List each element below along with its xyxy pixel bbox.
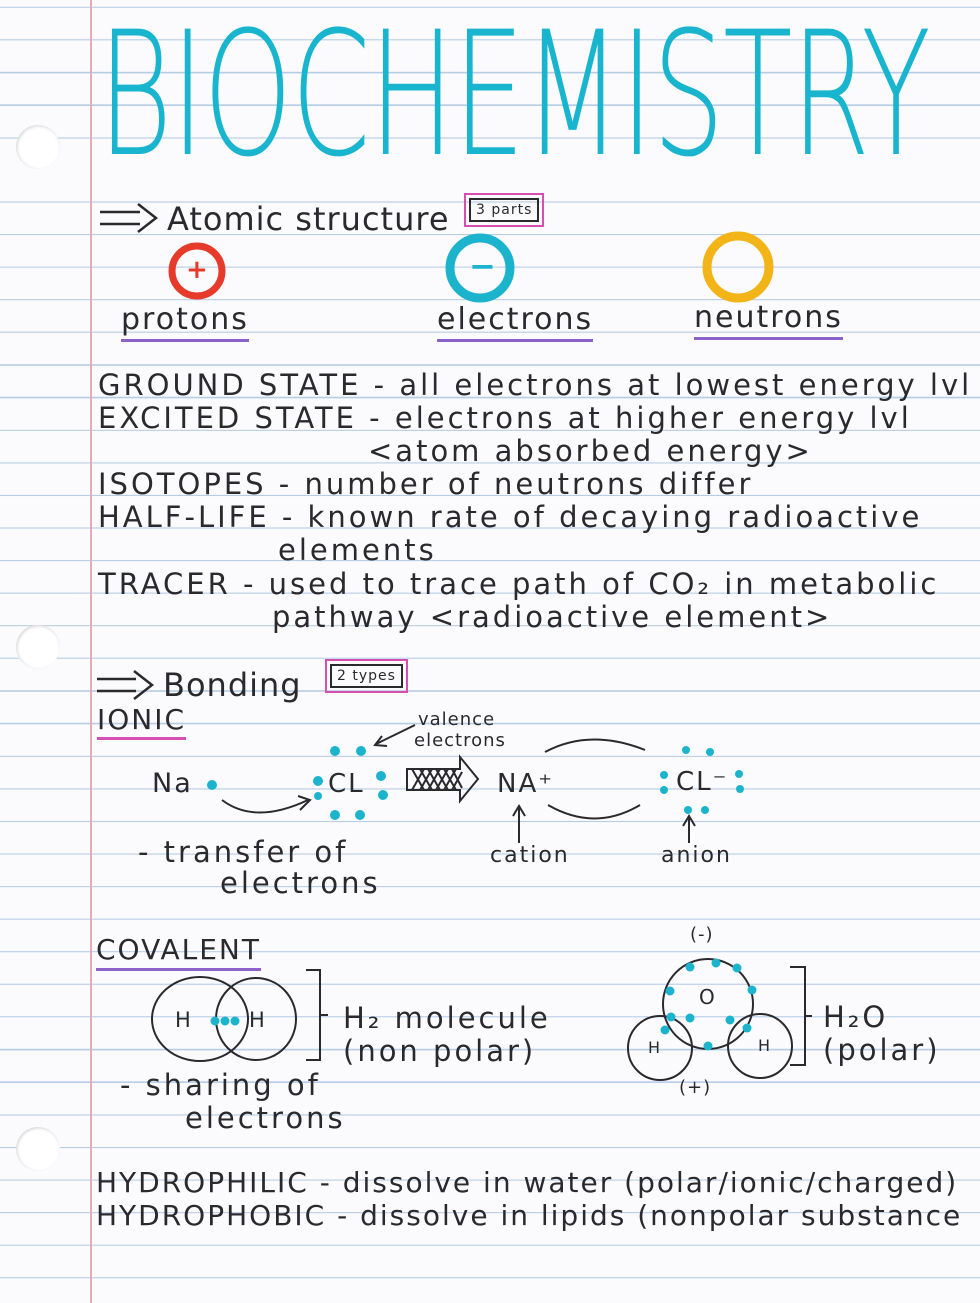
cl-symbol: CL xyxy=(328,769,365,799)
ionic-note-2: electrons xyxy=(220,866,381,900)
h-atom-1: H xyxy=(175,1008,193,1032)
half-life-cont: elements xyxy=(278,533,437,567)
atomic-structure-heading: Atomic structure xyxy=(167,200,450,238)
h2-nonpolar-label: (non polar) xyxy=(343,1034,537,1068)
neutrons-label: neutrons xyxy=(694,300,843,340)
negative-pole: (-) xyxy=(690,924,714,945)
half-life-line: HALF-LIFE - known rate of decaying radioactive xyxy=(98,500,923,534)
protons-label: protons xyxy=(121,302,249,342)
ionic-label: IONIC xyxy=(97,703,186,740)
covalent-note-2: electrons xyxy=(185,1101,346,1135)
h2-molecule-label: H₂ molecule xyxy=(343,1001,551,1035)
h2o-label: H₂O xyxy=(823,1000,889,1034)
covalent-label: COVALENT xyxy=(96,933,261,971)
atomic-tag: 3 parts xyxy=(469,198,539,222)
o-atom: O xyxy=(699,985,717,1009)
reaction-arrow-icon xyxy=(407,757,478,801)
h-atom-right: H xyxy=(758,1036,773,1055)
electrons-label: electrons xyxy=(437,302,593,342)
isotopes-line: ISOTOPES - number of neutrons differ xyxy=(98,467,754,501)
shared-electrons xyxy=(211,1017,240,1026)
cation-label: cation xyxy=(490,843,570,868)
bonding-heading: Bonding xyxy=(163,666,302,704)
excited-state-line: EXCITED STATE - electrons at higher energy lvl xyxy=(98,401,912,435)
ground-state-line: GROUND STATE - all electrons at lowest energy lvl xyxy=(98,368,973,402)
bonding-tag: 2 types xyxy=(330,664,403,688)
anion-label: anion xyxy=(661,843,732,868)
arrow-icon xyxy=(97,671,152,699)
tracer-line: TRACER - used to trace path of CO₂ in metabolic xyxy=(98,567,940,601)
ionic-note: - transfer of xyxy=(138,835,349,869)
na-ion-symbol: NA⁺ xyxy=(497,769,554,799)
page-title: BIOCHEMISTRY xyxy=(98,0,930,195)
h2o-diagram xyxy=(628,959,812,1080)
cl-ion-symbol: CL⁻ xyxy=(676,767,729,797)
arrow-icon xyxy=(100,204,156,232)
hydrophobic-line: HYDROPHOBIC - dissolve in lipids (nonpolar substance xyxy=(96,1199,963,1232)
plus-sign: + xyxy=(186,255,210,285)
neutron-icon xyxy=(707,236,769,298)
h-atom-2: H xyxy=(249,1008,267,1032)
hydrophilic-line: HYDROPHILIC - dissolve in water (polar/ionic/charged) xyxy=(96,1166,959,1199)
valence-label: valence xyxy=(418,709,496,730)
valence-label-2: electrons xyxy=(414,730,506,751)
h-atom-left: H xyxy=(648,1038,663,1057)
minus-sign: − xyxy=(469,247,498,285)
excited-note: <atom absorbed energy> xyxy=(368,434,813,468)
tracer-cont: pathway <radioactive element> xyxy=(272,600,833,634)
h2o-polar-label: (polar) xyxy=(823,1033,941,1067)
na-symbol: Na xyxy=(152,768,193,799)
covalent-note: - sharing of xyxy=(120,1068,321,1102)
positive-pole: (+) xyxy=(679,1077,712,1098)
